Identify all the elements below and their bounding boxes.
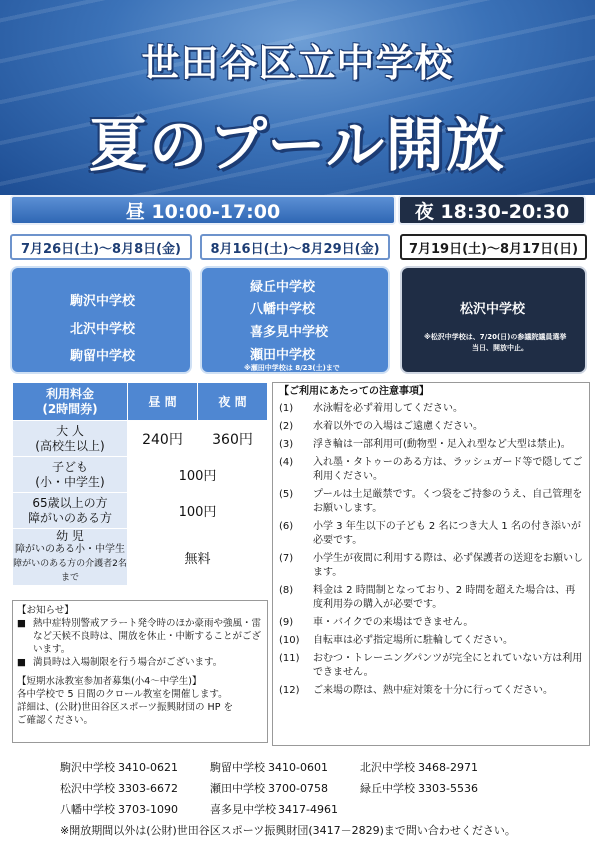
rule-item	[279, 634, 583, 648]
fee-child-price: 100円	[127, 457, 267, 493]
school-group-3	[400, 266, 587, 374]
fee-label-line: 65歳以上の方	[32, 495, 108, 510]
contact-row	[60, 757, 516, 778]
contact-tel: 3700-0758	[268, 782, 328, 795]
rule-number: (9)	[279, 617, 294, 628]
contact-tel: 3410-0621	[118, 761, 178, 774]
contact-entry	[210, 778, 360, 799]
contact-tel: 3410-0601	[268, 761, 328, 774]
fee-header-line2: (2時間券)	[42, 401, 98, 416]
school-group-1	[10, 266, 192, 374]
course-line: 各中学校で 5 日間のクロール教室を開催します。	[17, 689, 228, 700]
school-name: 喜多見中学校	[250, 325, 329, 340]
rule-number: (2)	[279, 421, 294, 432]
bullet-icon: ■	[17, 618, 26, 629]
contacts	[60, 757, 516, 841]
fee-row-senior	[13, 493, 128, 529]
hero-banner	[0, 0, 595, 195]
contact-entry	[360, 778, 510, 799]
day-hours-bar: 昼 10:00-17:00	[10, 195, 396, 225]
rule-number: (10)	[279, 635, 300, 646]
contact-tel: 3703-1090	[118, 803, 178, 816]
rule-text: 小学 3 年生以下の子ども 2 名につき大人 1 名の付き添いが必要です。	[313, 521, 581, 546]
night-hours-bar: 夜 18:30-20:30	[398, 195, 586, 225]
rule-item	[279, 420, 583, 434]
fee-adult-day: 240円	[127, 421, 197, 457]
contact-entry	[60, 778, 210, 799]
school-name: 駒留中学校	[70, 349, 136, 364]
school-name: 松沢中学校	[460, 302, 526, 317]
rule-item	[279, 456, 583, 484]
notice-title: 【お知らせ】	[17, 605, 74, 616]
fee-label-line: 障がいのある小・中学生	[14, 544, 125, 555]
contact-entry	[60, 799, 210, 820]
contact-school: 緑丘中学校	[360, 782, 415, 795]
rule-number: (1)	[279, 403, 294, 414]
fee-table	[12, 382, 268, 586]
fee-infant-price: 無料	[127, 529, 267, 586]
fee-label-line: 障がいのある方の介護者2名まで	[13, 559, 127, 583]
contact-school: 喜多見中学校	[210, 803, 276, 816]
period-1: 7月26日(土)～8月8日(金)	[10, 234, 192, 260]
rule-text: 料金は 2 時間制となっており、2 時間を超えた場合は、再度利用券の購入が必要です。	[313, 585, 576, 610]
rule-text: 入れ墨・タトゥーのある方は、ラッシュガード等で隠してご利用ください。	[313, 457, 583, 482]
rule-item	[279, 652, 583, 680]
contact-tel: 3303-5536	[418, 782, 478, 795]
fee-label-line: 障がいのある方	[27, 510, 112, 525]
contact-school: 八幡中学校	[60, 803, 115, 816]
rule-item	[279, 438, 583, 452]
rule-number: (3)	[279, 439, 294, 450]
fee-row-child	[13, 457, 128, 493]
contact-entry	[210, 799, 360, 820]
rules-box	[272, 382, 590, 746]
contact-entry	[360, 757, 510, 778]
contact-tel: 3468-2971	[418, 761, 478, 774]
rule-text: 浮き輪は一部利用可(動物型・足入れ型など大型は禁止)。	[313, 439, 571, 450]
school-name: 緑丘中学校	[250, 280, 316, 295]
contact-row	[60, 799, 516, 820]
rule-item	[279, 520, 583, 548]
school-name: 駒沢中学校	[70, 294, 136, 309]
rule-number: (8)	[279, 585, 294, 596]
notice-box	[12, 600, 268, 743]
rule-item	[279, 684, 583, 698]
fee-row-adult	[13, 421, 128, 457]
fee-header-line1: 利用料金	[45, 386, 94, 401]
matsuzawa-note-1: ※松沢中学校は、7/20(日)の参議院議員選挙	[424, 333, 567, 341]
school-name: 八幡中学校	[250, 302, 316, 317]
course-title: 【短期水泳教室参加者募集(小4～中学生)】	[17, 676, 202, 687]
contact-entry	[210, 757, 360, 778]
notice-item-text: 熱中症特別警戒アラート発令時のほか豪雨や強風・雷など天候不良時は、開放を休止・中断することがございます。	[33, 618, 262, 655]
notice-item-text: 満員時は入場制限を行う場合がございます。	[33, 657, 223, 668]
period-3: 7月19日(土)～8月17日(日)	[400, 234, 587, 260]
rule-number: (7)	[279, 553, 294, 564]
title-line1: 世田谷区立中学校	[141, 41, 454, 85]
rule-item	[279, 584, 583, 612]
contact-rows	[60, 757, 516, 820]
rule-item	[279, 552, 583, 580]
rule-number: (4)	[279, 457, 294, 468]
rule-text: 自転車は必ず指定場所に駐輪してください。	[313, 635, 513, 646]
fee-label-line: 大 人	[56, 423, 84, 438]
rule-text: プールは土足厳禁です。くつ袋をご持参のうえ、自己管理をお願いします。	[313, 489, 583, 514]
fee-col-night: 夜 間	[197, 383, 267, 421]
fee-adult-night: 360円	[197, 421, 267, 457]
contact-school: 駒沢中学校	[60, 761, 115, 774]
contact-footer: ※開放期間以外は(公財)世田谷区スポーツ振興財団(3417－2829)まで問い合わせください。	[60, 824, 516, 837]
course-line: 詳細は、(公財)世田谷区スポーツ振興財団の HP を	[17, 702, 233, 713]
seta-note: ※瀬田中学校は 8/23(土)まで	[244, 364, 340, 372]
contact-school: 瀬田中学校	[210, 782, 265, 795]
contact-school: 駒留中学校	[210, 761, 265, 774]
contact-tel: 3417-4961	[278, 803, 338, 816]
contact-school: 北沢中学校	[360, 761, 415, 774]
rules-list	[279, 402, 583, 698]
rule-number: (5)	[279, 489, 294, 500]
fee-label-line: (小・中学生)	[35, 474, 105, 489]
contact-tel: 3303-6672	[118, 782, 178, 795]
rule-text: 水着以外での入場はご遠慮ください。	[313, 421, 483, 432]
rule-text: 車・バイクでの来場はできません。	[313, 617, 474, 628]
contact-row	[60, 778, 516, 799]
school-name: 瀬田中学校	[250, 348, 316, 363]
rule-item	[279, 616, 583, 630]
school-name: 北沢中学校	[70, 322, 136, 337]
title-line2: 夏のプール開放	[88, 111, 507, 179]
rule-text: ご来場の際は、熱中症対策を十分に行ってください。	[313, 685, 553, 696]
rule-number: (11)	[279, 653, 300, 664]
notice-item	[17, 617, 263, 656]
rule-text: 水泳帽を必ず着用してください。	[313, 403, 463, 414]
matsuzawa-note-2: 当日、開放中止。	[472, 344, 528, 352]
fee-label-line: 子ども	[51, 459, 88, 474]
rules-title: 【ご利用にあたっての注意事項】	[279, 386, 429, 397]
fee-senior-price: 100円	[127, 493, 267, 529]
rule-text: 小学生が夜間に利用する際は、必ず保護者の送迎をお願いします。	[313, 553, 583, 578]
rule-text: おむつ・トレーニングパンツが完全にとれていない方は利用できません。	[313, 653, 583, 678]
rule-number: (6)	[279, 521, 294, 532]
fee-row-infant	[13, 529, 128, 586]
rule-item	[279, 488, 583, 516]
bullet-icon: ■	[17, 657, 26, 668]
school-group-2	[200, 266, 390, 374]
contact-school: 松沢中学校	[60, 782, 115, 795]
fee-label-line: 幼 児	[56, 529, 84, 543]
rule-number: (12)	[279, 685, 300, 696]
notice-item	[17, 656, 263, 669]
period-2: 8月16日(土)～8月29日(金)	[200, 234, 390, 260]
fee-header-label	[13, 383, 128, 421]
fee-label-line: (高校生以上)	[35, 438, 105, 453]
fee-col-day: 昼 間	[127, 383, 197, 421]
rule-item	[279, 402, 583, 416]
course-line: ご確認ください。	[17, 715, 94, 726]
contact-entry	[60, 757, 210, 778]
